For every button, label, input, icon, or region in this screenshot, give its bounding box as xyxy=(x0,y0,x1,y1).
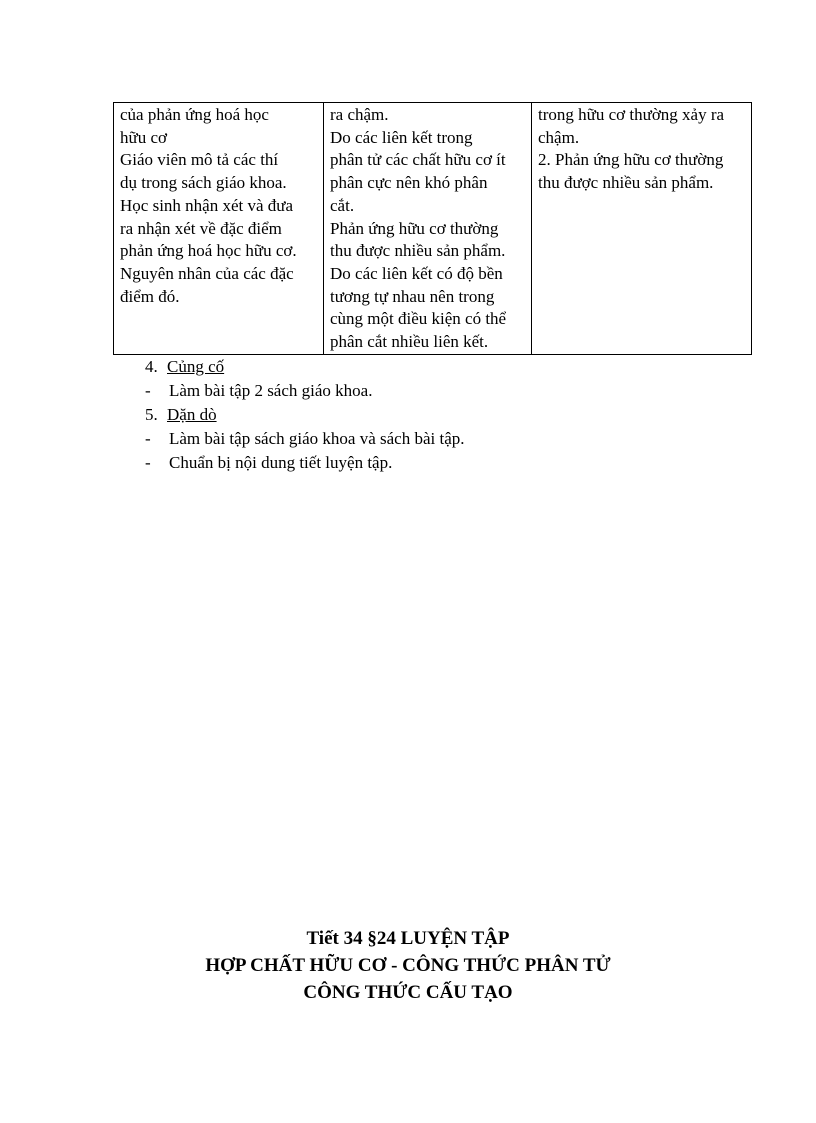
lesson-subtitle: HỢP CHẤT HỮU CƠ - CÔNG THỨC PHÂN TỬ xyxy=(205,955,611,976)
cell-line: hữu cơ xyxy=(120,127,167,147)
cell-line: 2. Phản ứng hữu cơ thường xyxy=(538,150,724,170)
cell-line: điểm đó. xyxy=(120,286,180,306)
cell-line: thu được nhiều sản phẩm. xyxy=(538,173,714,193)
bullet-dash: - xyxy=(145,453,151,472)
list-item-text: Làm bài tập sách giáo khoa và sách bài tập. xyxy=(169,429,465,448)
bullet-dash: - xyxy=(145,381,151,400)
section-number: 5. xyxy=(145,405,158,424)
lesson-title: Tiết 34 §24 LUYỆN TẬP xyxy=(306,928,510,949)
cell-line: phân cực nên khó phân xyxy=(330,173,488,193)
cell-line: tương tự nhau nên trong xyxy=(330,286,495,306)
list-item xyxy=(145,379,745,403)
cell-line: Do các liên kết trong xyxy=(330,127,473,147)
list-item xyxy=(145,451,745,475)
cell-line: phân cắt nhiều liên kết. xyxy=(330,332,489,352)
table-cell-summary xyxy=(532,103,752,355)
list-item-text: Chuẩn bị nội dung tiết luyện tập. xyxy=(169,453,393,472)
cell-line: thu được nhiều sản phẩm. xyxy=(330,241,506,261)
section-title: Củng cố xyxy=(167,357,225,376)
cell-line: cắt. xyxy=(330,195,355,215)
cell-line: chậm. xyxy=(538,127,580,147)
table-cell-explanation xyxy=(324,103,532,355)
cell-line: Giáo viên mô tả các thí xyxy=(120,150,279,170)
list-item-text: Làm bài tập 2 sách giáo khoa. xyxy=(169,381,373,400)
cell-line: phân tử các chất hữu cơ ít xyxy=(330,150,506,170)
list-item xyxy=(145,427,745,451)
cell-line: trong hữu cơ thường xảy ra xyxy=(538,105,725,124)
cell-line: dụ trong sách giáo khoa. xyxy=(120,173,287,193)
lesson-table xyxy=(113,102,752,355)
cell-line: Phản ứng hữu cơ thường xyxy=(330,218,499,238)
table-row xyxy=(114,103,752,355)
section-title: Dặn dò xyxy=(167,405,217,424)
lesson-steps xyxy=(145,355,745,475)
section-number: 4. xyxy=(145,357,158,376)
cell-line: Do các liên kết có độ bền xyxy=(330,263,503,283)
cell-line: cùng một điều kiện có thể xyxy=(330,309,507,329)
cell-line: phản ứng hoá học hữu cơ. xyxy=(120,241,297,261)
section-5-heading xyxy=(145,403,745,427)
lesson-subtitle-2: CÔNG THỨC CẤU TẠO xyxy=(303,982,513,1003)
cell-line: của phản ứng hoá học xyxy=(120,105,269,124)
cell-line: Học sinh nhận xét và đưa xyxy=(120,195,294,215)
table-cell-activity xyxy=(114,103,324,355)
cell-line: ra nhận xét về đặc điểm xyxy=(120,218,282,238)
section-4-heading xyxy=(145,355,745,379)
cell-line: ra chậm. xyxy=(330,105,389,124)
bullet-dash: - xyxy=(145,429,151,448)
cell-line: Nguyên nhân của các đặc xyxy=(120,263,294,283)
